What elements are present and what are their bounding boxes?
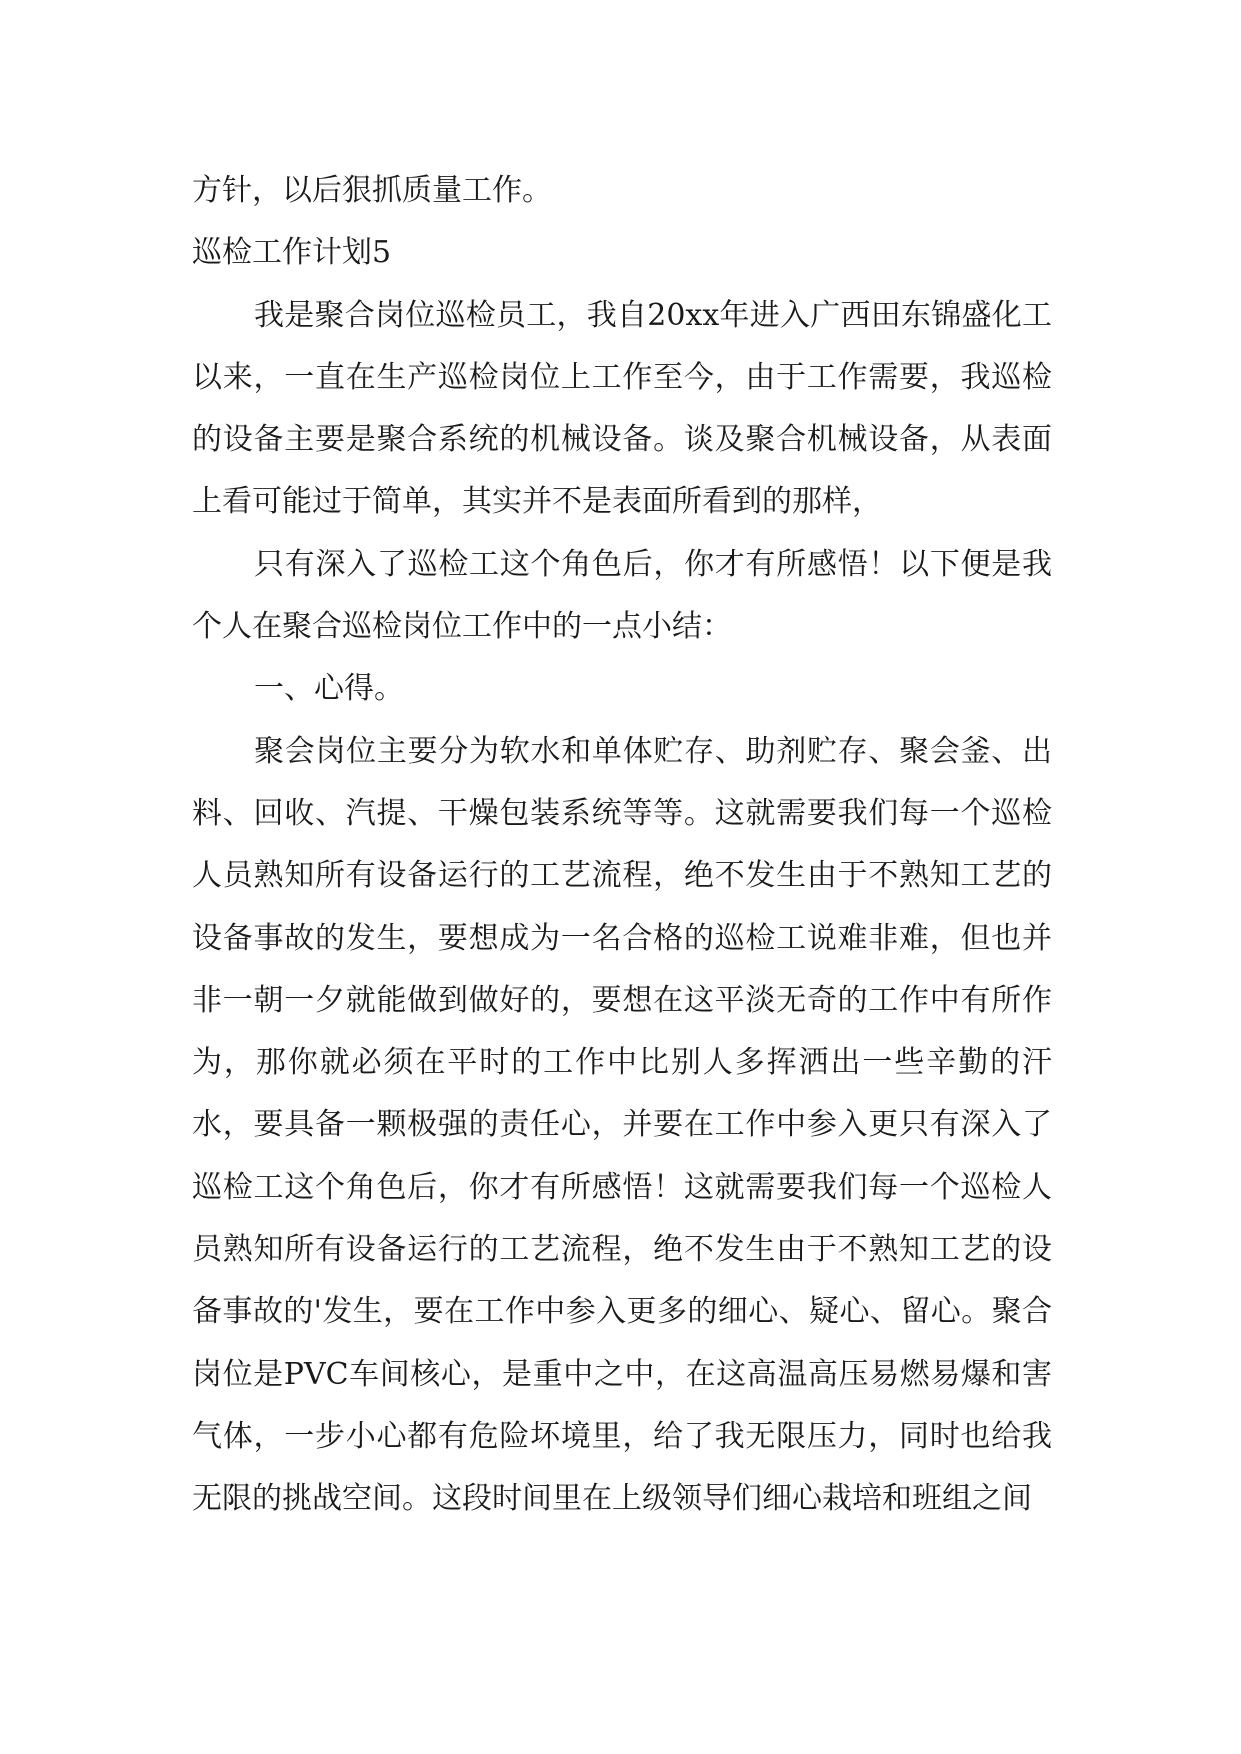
subheading-experience: 一、心得。	[254, 671, 404, 707]
document-body	[192, 160, 1052, 1531]
paragraph-insight: 只有深入了巡检工这个角色后，你才有所感悟！以下便是我个人在聚合巡检岗位工作中的一点小结：	[192, 546, 1052, 645]
paragraph-intro: 我是聚合岗位巡检员工，我自20xx年进入广西田东锦盛化工以来，一直在生产巡检岗位上工作至今，由于工作需要，我巡检的设备主要是聚合系统的机械设备。谈及聚合机械设备，从表面上看可能过于简单，其实并不是表面所看到的那样，	[192, 297, 1052, 520]
paragraph-continuation: 方针，以后狠抓质量工作。	[192, 173, 552, 208]
paragraph-experience: 聚会岗位主要分为软水和单体贮存、助剂贮存、聚会釜、出料、回收、汽提、干燥包装系统等等。这就需要我们每一个巡检人员熟知所有设备运行的工艺流程，绝不发生由于不熟知工艺的设备事故的发生，要想成为一名合格的巡检工说难非难，但也并非一朝一夕就能做到做好的，要想在这平淡无奇的工作中有所作为，那你就必须在平时的工作中比别人多挥洒出一些辛勤的汗水，要具备一颗极强的责任心，并要在工作中参入更只有深入了巡检工这个角色后，你才有所感悟！这就需要我们每一个巡检人员熟知所有设备运行的工艺流程，绝不发生由于不熟知工艺的设备事故的'发生，要在工作中参入更多的细心、疑心、留心。聚合岗位是PVC车间核心，是重中之中，在这高温高压易燃易爆和害气体，一步小心都有危险坏境里，给了我无限压力，同时也给我无限的挑战空间。这段时间里在上级领导们细心栽培和班组之间	[192, 733, 1052, 1517]
section-heading: 巡检工作计划5	[192, 235, 392, 271]
